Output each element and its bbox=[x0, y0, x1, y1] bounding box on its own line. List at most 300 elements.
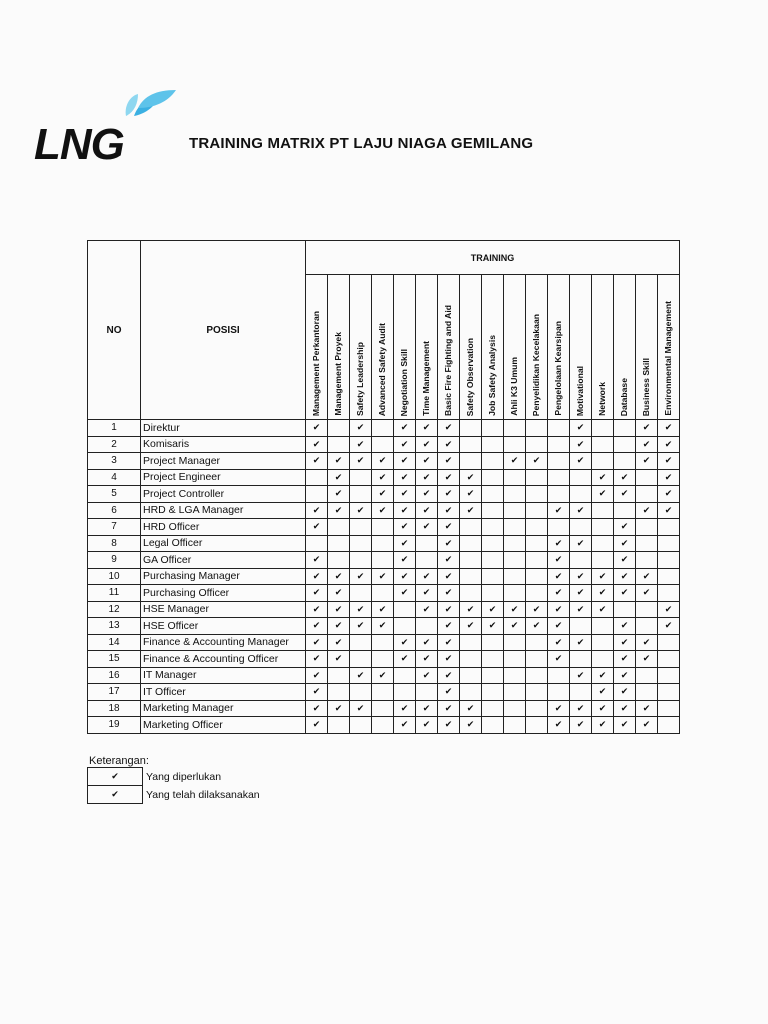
empty-cell bbox=[570, 684, 592, 701]
check-mark-cell: ✔ bbox=[548, 552, 570, 569]
training-column-label: Safety Observation bbox=[465, 337, 475, 416]
check-mark-cell: ✔ bbox=[636, 585, 658, 602]
check-mark-cell: ✔ bbox=[548, 618, 570, 635]
empty-cell bbox=[614, 436, 636, 453]
check-mark-cell: ✔ bbox=[614, 585, 636, 602]
check-mark-cell: ✔ bbox=[394, 469, 416, 486]
check-mark-cell: ✔ bbox=[416, 634, 438, 651]
empty-cell bbox=[658, 585, 680, 602]
empty-cell bbox=[504, 667, 526, 684]
check-mark-cell: ✔ bbox=[592, 469, 614, 486]
check-mark-cell: ✔ bbox=[592, 700, 614, 717]
check-mark-cell: ✔ bbox=[570, 634, 592, 651]
check-mark-cell: ✔ bbox=[416, 502, 438, 519]
check-mark-cell: ✔ bbox=[394, 420, 416, 437]
empty-cell bbox=[504, 502, 526, 519]
position-name: IT Officer bbox=[141, 684, 306, 701]
table-row bbox=[88, 585, 680, 602]
check-mark-cell: ✔ bbox=[350, 436, 372, 453]
position-name: Project Manager bbox=[141, 453, 306, 470]
check-mark-cell: ✔ bbox=[548, 717, 570, 734]
empty-cell bbox=[658, 552, 680, 569]
check-mark-cell: ✔ bbox=[350, 453, 372, 470]
empty-cell bbox=[328, 667, 350, 684]
training-column-header bbox=[548, 275, 570, 420]
empty-cell bbox=[526, 700, 548, 717]
check-mark-cell: ✔ bbox=[636, 568, 658, 585]
empty-cell bbox=[350, 585, 372, 602]
check-mark-cell: ✔ bbox=[438, 469, 460, 486]
training-column-header bbox=[614, 275, 636, 420]
training-column-label: Network bbox=[597, 382, 607, 416]
training-column-header bbox=[592, 275, 614, 420]
row-number: 1 bbox=[88, 420, 141, 437]
empty-cell bbox=[614, 502, 636, 519]
empty-cell bbox=[592, 618, 614, 635]
check-mark-cell: ✔ bbox=[328, 618, 350, 635]
check-mark-cell: ✔ bbox=[416, 420, 438, 437]
check-mark-cell: ✔ bbox=[636, 420, 658, 437]
check-mark-cell: ✔ bbox=[570, 535, 592, 552]
empty-cell bbox=[306, 486, 328, 503]
empty-cell bbox=[614, 601, 636, 618]
check-mark-cell: ✔ bbox=[306, 453, 328, 470]
empty-cell bbox=[570, 618, 592, 635]
check-mark-cell: ✔ bbox=[636, 502, 658, 519]
check-mark-cell: ✔ bbox=[460, 486, 482, 503]
check-mark-cell: ✔ bbox=[394, 651, 416, 668]
empty-cell bbox=[416, 535, 438, 552]
check-icon: ✔ bbox=[88, 786, 143, 804]
empty-cell bbox=[636, 684, 658, 701]
position-name: Finance & Accounting Manager bbox=[141, 634, 306, 651]
position-name: HRD Officer bbox=[141, 519, 306, 536]
empty-cell bbox=[548, 486, 570, 503]
check-mark-cell: ✔ bbox=[460, 502, 482, 519]
empty-cell bbox=[548, 420, 570, 437]
empty-cell bbox=[636, 519, 658, 536]
check-mark-cell: ✔ bbox=[592, 667, 614, 684]
check-mark-cell: ✔ bbox=[372, 601, 394, 618]
check-mark-cell: ✔ bbox=[504, 453, 526, 470]
training-column-label: Management Perkantoran bbox=[311, 310, 321, 416]
position-name: HSE Officer bbox=[141, 618, 306, 635]
training-column-label: Negotiation Skill bbox=[399, 348, 409, 416]
check-mark-cell: ✔ bbox=[614, 634, 636, 651]
check-mark-cell: ✔ bbox=[438, 519, 460, 536]
empty-cell bbox=[504, 469, 526, 486]
empty-cell bbox=[482, 519, 504, 536]
check-mark-cell: ✔ bbox=[350, 568, 372, 585]
table-row bbox=[88, 700, 680, 717]
legend-item bbox=[88, 786, 261, 804]
empty-cell bbox=[548, 684, 570, 701]
training-column-header bbox=[636, 275, 658, 420]
row-number: 7 bbox=[88, 519, 141, 536]
training-column-label: Advanced Safety Audit bbox=[377, 322, 387, 416]
row-number: 10 bbox=[88, 568, 141, 585]
training-matrix-table bbox=[87, 240, 680, 734]
empty-cell bbox=[482, 453, 504, 470]
empty-cell bbox=[504, 684, 526, 701]
empty-cell bbox=[372, 519, 394, 536]
check-mark-cell: ✔ bbox=[416, 568, 438, 585]
empty-cell bbox=[328, 684, 350, 701]
check-mark-cell: ✔ bbox=[350, 502, 372, 519]
check-mark-cell: ✔ bbox=[570, 453, 592, 470]
legend-label: Yang diperlukan bbox=[146, 770, 222, 783]
empty-cell bbox=[636, 535, 658, 552]
check-mark-cell: ✔ bbox=[614, 717, 636, 734]
check-mark-cell: ✔ bbox=[438, 453, 460, 470]
table-row bbox=[88, 486, 680, 503]
check-mark-cell: ✔ bbox=[570, 601, 592, 618]
empty-cell bbox=[526, 568, 548, 585]
empty-cell bbox=[504, 519, 526, 536]
empty-cell bbox=[460, 535, 482, 552]
table-row bbox=[88, 667, 680, 684]
check-mark-cell: ✔ bbox=[548, 535, 570, 552]
empty-cell bbox=[636, 552, 658, 569]
empty-cell bbox=[482, 552, 504, 569]
training-column-header bbox=[570, 275, 592, 420]
empty-cell bbox=[372, 535, 394, 552]
check-mark-cell: ✔ bbox=[438, 618, 460, 635]
training-column-header bbox=[372, 275, 394, 420]
empty-cell bbox=[482, 436, 504, 453]
check-mark-cell: ✔ bbox=[460, 618, 482, 635]
empty-cell bbox=[504, 585, 526, 602]
check-mark-cell: ✔ bbox=[658, 502, 680, 519]
check-mark-cell: ✔ bbox=[306, 667, 328, 684]
empty-cell bbox=[526, 486, 548, 503]
empty-cell bbox=[482, 684, 504, 701]
table-row bbox=[88, 634, 680, 651]
position-name: Project Controller bbox=[141, 486, 306, 503]
empty-cell bbox=[372, 717, 394, 734]
check-mark-cell: ✔ bbox=[438, 585, 460, 602]
empty-cell bbox=[328, 552, 350, 569]
check-mark-cell: ✔ bbox=[394, 552, 416, 569]
check-mark-cell: ✔ bbox=[460, 469, 482, 486]
empty-cell bbox=[460, 667, 482, 684]
empty-cell bbox=[526, 502, 548, 519]
position-name: Direktur bbox=[141, 420, 306, 437]
training-column-label: Pengelolaan Kearsipan bbox=[553, 321, 563, 416]
empty-cell bbox=[548, 469, 570, 486]
check-mark-cell: ✔ bbox=[482, 618, 504, 635]
check-mark-cell: ✔ bbox=[416, 651, 438, 668]
check-mark-cell: ✔ bbox=[438, 717, 460, 734]
empty-cell bbox=[460, 436, 482, 453]
training-column-header bbox=[482, 275, 504, 420]
check-mark-cell: ✔ bbox=[614, 486, 636, 503]
training-column-label: Database bbox=[619, 377, 629, 416]
check-mark-cell: ✔ bbox=[592, 717, 614, 734]
training-column-label: Motivational bbox=[575, 365, 585, 416]
empty-cell bbox=[482, 667, 504, 684]
empty-cell bbox=[350, 552, 372, 569]
empty-cell bbox=[658, 634, 680, 651]
empty-cell bbox=[636, 618, 658, 635]
row-number: 2 bbox=[88, 436, 141, 453]
table-row bbox=[88, 502, 680, 519]
check-mark-cell: ✔ bbox=[438, 420, 460, 437]
empty-cell bbox=[526, 667, 548, 684]
check-mark-cell: ✔ bbox=[306, 700, 328, 717]
check-mark-cell: ✔ bbox=[372, 502, 394, 519]
empty-cell bbox=[526, 651, 548, 668]
check-mark-cell: ✔ bbox=[614, 519, 636, 536]
row-number: 11 bbox=[88, 585, 141, 602]
empty-cell bbox=[482, 717, 504, 734]
check-mark-cell: ✔ bbox=[526, 453, 548, 470]
empty-cell bbox=[372, 585, 394, 602]
training-column-header bbox=[504, 275, 526, 420]
check-mark-cell: ✔ bbox=[570, 667, 592, 684]
position-name: Marketing Manager bbox=[141, 700, 306, 717]
check-mark-cell: ✔ bbox=[592, 601, 614, 618]
row-number: 12 bbox=[88, 601, 141, 618]
check-mark-cell: ✔ bbox=[614, 618, 636, 635]
check-mark-cell: ✔ bbox=[350, 420, 372, 437]
empty-cell bbox=[592, 634, 614, 651]
training-column-header bbox=[438, 275, 460, 420]
empty-cell bbox=[482, 634, 504, 651]
empty-cell bbox=[636, 601, 658, 618]
legend-title: Keterangan: bbox=[89, 755, 149, 767]
check-mark-cell: ✔ bbox=[416, 469, 438, 486]
check-mark-cell: ✔ bbox=[570, 568, 592, 585]
table-row bbox=[88, 552, 680, 569]
table-row bbox=[88, 436, 680, 453]
row-number: 4 bbox=[88, 469, 141, 486]
no-header: NO bbox=[88, 241, 141, 420]
empty-cell bbox=[482, 502, 504, 519]
legend-item bbox=[88, 768, 261, 786]
empty-cell bbox=[372, 651, 394, 668]
empty-cell bbox=[526, 420, 548, 437]
empty-cell bbox=[350, 469, 372, 486]
logo-text: LNG bbox=[34, 120, 124, 169]
check-mark-cell: ✔ bbox=[328, 601, 350, 618]
check-mark-cell: ✔ bbox=[306, 519, 328, 536]
empty-cell bbox=[372, 420, 394, 437]
empty-cell bbox=[636, 667, 658, 684]
check-mark-cell: ✔ bbox=[548, 651, 570, 668]
empty-cell bbox=[592, 436, 614, 453]
row-number: 13 bbox=[88, 618, 141, 635]
check-mark-cell: ✔ bbox=[636, 634, 658, 651]
empty-cell bbox=[658, 519, 680, 536]
empty-cell bbox=[592, 519, 614, 536]
check-mark-cell: ✔ bbox=[438, 700, 460, 717]
check-mark-cell: ✔ bbox=[306, 502, 328, 519]
empty-cell bbox=[416, 552, 438, 569]
check-mark-cell: ✔ bbox=[438, 486, 460, 503]
empty-cell bbox=[328, 519, 350, 536]
training-column-header bbox=[306, 275, 328, 420]
check-mark-cell: ✔ bbox=[394, 453, 416, 470]
check-mark-cell: ✔ bbox=[658, 420, 680, 437]
row-number: 19 bbox=[88, 717, 141, 734]
empty-cell bbox=[504, 700, 526, 717]
position-name: Komisaris bbox=[141, 436, 306, 453]
check-mark-cell: ✔ bbox=[438, 535, 460, 552]
empty-cell bbox=[416, 684, 438, 701]
check-mark-cell: ✔ bbox=[482, 601, 504, 618]
empty-cell bbox=[328, 717, 350, 734]
position-name: GA Officer bbox=[141, 552, 306, 569]
check-mark-cell: ✔ bbox=[548, 601, 570, 618]
check-mark-cell: ✔ bbox=[394, 717, 416, 734]
check-mark-cell: ✔ bbox=[306, 634, 328, 651]
check-mark-cell: ✔ bbox=[570, 585, 592, 602]
row-number: 3 bbox=[88, 453, 141, 470]
check-mark-cell: ✔ bbox=[614, 469, 636, 486]
empty-cell bbox=[350, 535, 372, 552]
check-mark-cell: ✔ bbox=[394, 700, 416, 717]
empty-cell bbox=[548, 436, 570, 453]
empty-cell bbox=[526, 519, 548, 536]
check-mark-cell: ✔ bbox=[438, 684, 460, 701]
empty-cell bbox=[526, 717, 548, 734]
training-column-label: Safety Leadership bbox=[355, 341, 365, 416]
check-mark-cell: ✔ bbox=[548, 700, 570, 717]
check-mark-cell: ✔ bbox=[570, 717, 592, 734]
empty-cell bbox=[460, 634, 482, 651]
check-mark-cell: ✔ bbox=[394, 502, 416, 519]
posisi-header: POSISI bbox=[141, 241, 306, 420]
check-mark-cell: ✔ bbox=[438, 667, 460, 684]
empty-cell bbox=[592, 552, 614, 569]
training-column-header bbox=[328, 275, 350, 420]
empty-cell bbox=[504, 486, 526, 503]
position-name: Finance & Accounting Officer bbox=[141, 651, 306, 668]
row-number: 17 bbox=[88, 684, 141, 701]
training-column-header bbox=[350, 275, 372, 420]
empty-cell bbox=[350, 684, 372, 701]
check-mark-cell: ✔ bbox=[328, 585, 350, 602]
check-mark-cell: ✔ bbox=[658, 436, 680, 453]
check-mark-cell: ✔ bbox=[306, 420, 328, 437]
empty-cell bbox=[570, 552, 592, 569]
empty-cell bbox=[306, 535, 328, 552]
empty-cell bbox=[372, 634, 394, 651]
empty-cell bbox=[504, 535, 526, 552]
matrix-body bbox=[88, 420, 680, 734]
empty-cell bbox=[350, 651, 372, 668]
legend-label: Yang telah dilaksanakan bbox=[146, 788, 260, 801]
check-mark-cell: ✔ bbox=[394, 634, 416, 651]
empty-cell bbox=[592, 453, 614, 470]
table-row bbox=[88, 568, 680, 585]
empty-cell bbox=[482, 651, 504, 668]
empty-cell bbox=[460, 684, 482, 701]
empty-cell bbox=[504, 651, 526, 668]
check-mark-cell: ✔ bbox=[394, 519, 416, 536]
check-mark-cell: ✔ bbox=[526, 618, 548, 635]
training-header: TRAINING bbox=[306, 241, 680, 275]
check-mark-cell: ✔ bbox=[350, 618, 372, 635]
empty-cell bbox=[482, 420, 504, 437]
check-mark-cell: ✔ bbox=[306, 684, 328, 701]
empty-cell bbox=[460, 519, 482, 536]
empty-cell bbox=[658, 717, 680, 734]
table-row bbox=[88, 618, 680, 635]
check-mark-cell: ✔ bbox=[328, 700, 350, 717]
check-mark-cell: ✔ bbox=[416, 717, 438, 734]
empty-cell bbox=[592, 535, 614, 552]
empty-cell bbox=[482, 568, 504, 585]
training-column-label: Business Skill bbox=[641, 357, 651, 416]
check-mark-cell: ✔ bbox=[614, 684, 636, 701]
check-mark-cell: ✔ bbox=[438, 634, 460, 651]
position-name: Legal Officer bbox=[141, 535, 306, 552]
check-mark-cell: ✔ bbox=[394, 568, 416, 585]
training-column-header bbox=[460, 275, 482, 420]
check-mark-cell: ✔ bbox=[372, 618, 394, 635]
table-row bbox=[88, 453, 680, 470]
empty-cell bbox=[592, 651, 614, 668]
check-mark-cell: ✔ bbox=[372, 469, 394, 486]
check-mark-cell: ✔ bbox=[438, 568, 460, 585]
empty-cell bbox=[504, 568, 526, 585]
empty-cell bbox=[526, 552, 548, 569]
empty-cell bbox=[372, 700, 394, 717]
check-mark-cell: ✔ bbox=[658, 618, 680, 635]
check-mark-cell: ✔ bbox=[614, 568, 636, 585]
check-mark-cell: ✔ bbox=[350, 601, 372, 618]
empty-cell bbox=[504, 717, 526, 734]
check-mark-cell: ✔ bbox=[328, 486, 350, 503]
check-mark-cell: ✔ bbox=[438, 436, 460, 453]
empty-cell bbox=[394, 601, 416, 618]
empty-cell bbox=[658, 651, 680, 668]
row-number: 16 bbox=[88, 667, 141, 684]
empty-cell bbox=[482, 535, 504, 552]
empty-cell bbox=[526, 469, 548, 486]
empty-cell bbox=[328, 535, 350, 552]
empty-cell bbox=[306, 469, 328, 486]
check-mark-cell: ✔ bbox=[570, 700, 592, 717]
empty-cell bbox=[570, 486, 592, 503]
check-mark-cell: ✔ bbox=[394, 436, 416, 453]
empty-cell bbox=[658, 568, 680, 585]
check-mark-cell: ✔ bbox=[416, 453, 438, 470]
empty-cell bbox=[548, 453, 570, 470]
check-mark-cell: ✔ bbox=[570, 420, 592, 437]
check-mark-cell: ✔ bbox=[504, 601, 526, 618]
empty-cell bbox=[548, 519, 570, 536]
check-mark-cell: ✔ bbox=[636, 651, 658, 668]
check-mark-cell: ✔ bbox=[328, 651, 350, 668]
training-column-label: Job Safety Analysis bbox=[487, 335, 497, 416]
training-column-header bbox=[394, 275, 416, 420]
check-mark-cell: ✔ bbox=[504, 618, 526, 635]
table-row bbox=[88, 519, 680, 536]
empty-cell bbox=[482, 486, 504, 503]
empty-cell bbox=[460, 453, 482, 470]
position-name: Project Engineer bbox=[141, 469, 306, 486]
check-mark-cell: ✔ bbox=[614, 552, 636, 569]
empty-cell bbox=[328, 420, 350, 437]
check-mark-cell: ✔ bbox=[438, 502, 460, 519]
table-row bbox=[88, 651, 680, 668]
check-mark-cell: ✔ bbox=[460, 601, 482, 618]
check-mark-cell: ✔ bbox=[372, 568, 394, 585]
check-mark-cell: ✔ bbox=[548, 568, 570, 585]
